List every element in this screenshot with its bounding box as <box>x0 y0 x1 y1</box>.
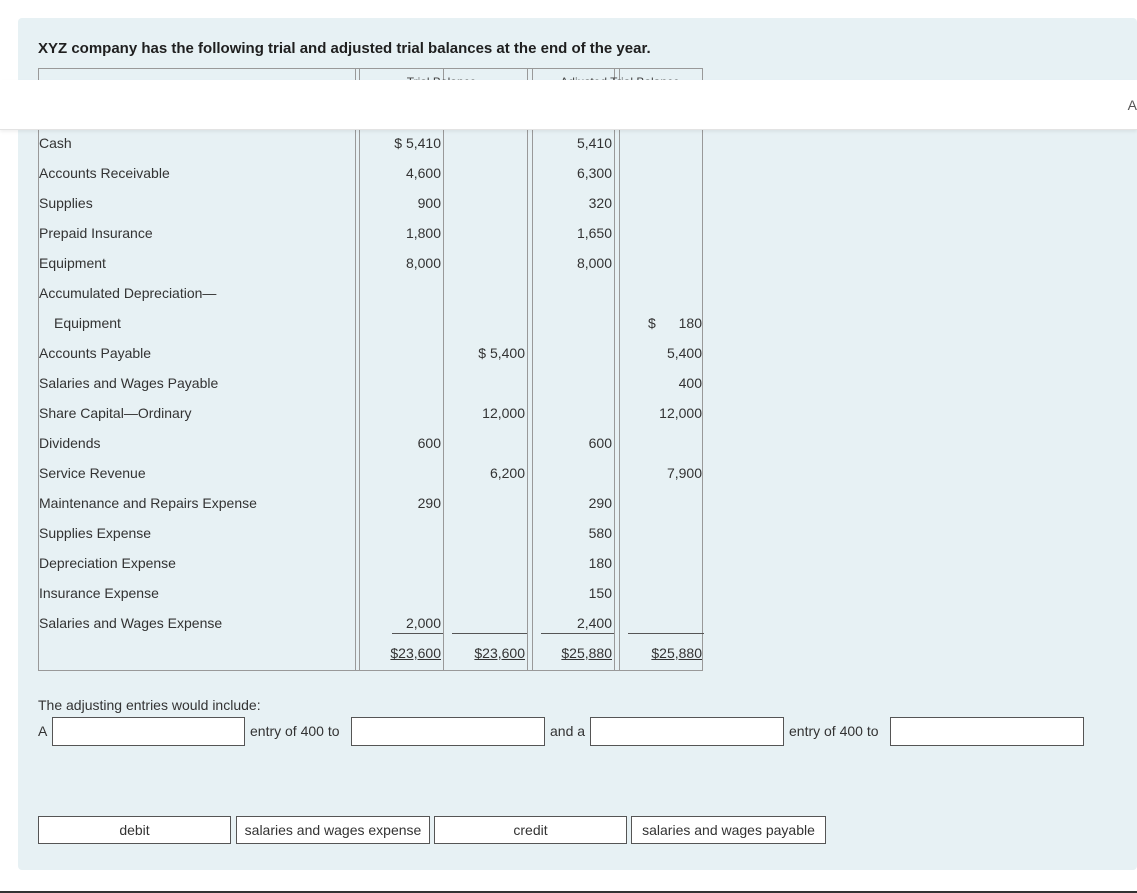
row-label <box>39 613 223 633</box>
adjusting-entries-prompt: The adjusting entries would include: <box>38 697 261 713</box>
row-label <box>39 283 216 303</box>
row-label-text: Supplies <box>39 195 93 211</box>
subtotal-rule <box>628 633 704 634</box>
col-divider <box>527 69 528 670</box>
row-label-text: Equipment <box>39 255 106 271</box>
row-label-text: Equipment <box>54 315 121 331</box>
cell-adjusted-credit: 400 <box>678 375 702 391</box>
total-trial-debit: $23,600 <box>390 645 441 661</box>
sentence-entry-to-2: entry of 400 to <box>789 723 879 739</box>
cell-trial-debit: 2,000 <box>405 615 441 631</box>
row-label-text: Maintenance and Repairs Expense <box>39 495 257 511</box>
row-label <box>39 193 94 213</box>
sentence-entry-to-1: entry of 400 to <box>250 723 340 739</box>
choice-salaries-and-wages-expense[interactable]: salaries and wages expense <box>236 816 430 844</box>
row-label <box>39 463 147 483</box>
cell-adjusted-debit: 600 <box>588 435 612 451</box>
cell-dollar-sign: $ <box>648 315 656 331</box>
blank-4-input[interactable] <box>890 717 1084 746</box>
row-label-text: Service Revenue <box>39 465 146 481</box>
row-label-text: Insurance Expense <box>39 585 159 601</box>
trial-balance-table <box>38 68 703 671</box>
overlay-glyph: A <box>1127 97 1137 113</box>
row-label <box>39 163 171 183</box>
row-label <box>39 403 193 423</box>
row-label <box>39 433 101 453</box>
row-label-text: Prepaid Insurance <box>39 225 153 241</box>
cell-adjusted-debit: 290 <box>588 495 612 511</box>
cell-trial-debit: $ 5,410 <box>394 135 441 151</box>
col-divider <box>532 69 533 670</box>
total-adjusted-debit: $25,880 <box>561 645 612 661</box>
blank-2-input[interactable] <box>351 717 545 746</box>
row-label <box>39 133 72 153</box>
subtotal-rule <box>392 633 443 634</box>
col-divider <box>443 69 444 670</box>
row-label <box>39 253 107 273</box>
choice-credit[interactable]: credit <box>434 816 627 844</box>
row-label-text: Share Capital—Ordinary <box>39 405 192 421</box>
row-label <box>39 523 152 543</box>
total-adjusted-credit: $25,880 <box>651 645 702 661</box>
cell-trial-debit: 4,600 <box>405 165 441 181</box>
cell-trial-debit: 600 <box>417 435 441 451</box>
cell-adjusted-debit: 2,400 <box>576 615 612 631</box>
row-label-text: Supplies Expense <box>39 525 152 541</box>
row-label-text: Accounts Payable <box>39 345 152 361</box>
cell-trial-credit: $ 5,400 <box>478 345 525 361</box>
row-label-text: Accounts Receivable <box>39 165 170 181</box>
cell-adjusted-debit: 6,300 <box>576 165 612 181</box>
row-label-text: Depreciation Expense <box>39 555 176 571</box>
cell-adjusted-debit: 580 <box>588 525 612 541</box>
overlay-bar <box>0 80 1137 130</box>
subtotal-rule <box>452 633 527 634</box>
row-label <box>39 313 122 333</box>
sentence-article: A <box>38 723 48 739</box>
row-label-text: Accumulated Depreciation— <box>39 285 217 301</box>
subtotal-rule <box>541 633 614 634</box>
cell-adjusted-credit: 180 <box>678 315 702 331</box>
row-label <box>39 343 152 363</box>
row-label <box>39 583 160 603</box>
col-divider <box>619 69 620 670</box>
blank-3-input[interactable] <box>590 717 784 746</box>
row-label <box>39 493 258 513</box>
row-label-text: Cash <box>39 135 72 151</box>
row-label-text: Salaries and Wages Payable <box>39 375 219 391</box>
cell-adjusted-credit: 5,400 <box>666 345 702 361</box>
col-divider <box>614 69 615 670</box>
row-label <box>39 373 219 393</box>
col-divider <box>355 69 356 670</box>
cell-trial-credit: 6,200 <box>489 465 525 481</box>
cell-adjusted-debit: 180 <box>588 555 612 571</box>
row-label-text: Salaries and Wages Expense <box>39 615 223 631</box>
cell-trial-debit: 290 <box>417 495 441 511</box>
question-text: XYZ company has the following trial and adjusted trial balances at the end of the year. <box>38 40 651 57</box>
cell-adjusted-debit: 5,410 <box>576 135 612 151</box>
row-label <box>39 553 177 573</box>
total-trial-credit: $23,600 <box>474 645 525 661</box>
cell-adjusted-debit: 150 <box>588 585 612 601</box>
blank-1-input[interactable] <box>52 717 245 746</box>
cell-adjusted-credit: 7,900 <box>666 465 702 481</box>
row-label-text: Dividends <box>39 435 101 451</box>
row-label <box>39 223 154 243</box>
cell-adjusted-debit: 320 <box>588 195 612 211</box>
cell-adjusted-credit: 12,000 <box>659 405 702 421</box>
choice-debit[interactable]: debit <box>38 816 231 844</box>
cell-adjusted-debit: 1,650 <box>576 225 612 241</box>
cell-trial-debit: 1,800 <box>405 225 441 241</box>
choice-salaries-and-wages-payable[interactable]: salaries and wages payable <box>631 816 826 844</box>
col-divider <box>359 69 360 670</box>
cell-adjusted-debit: 8,000 <box>576 255 612 271</box>
cell-trial-debit: 8,000 <box>405 255 441 271</box>
cell-trial-debit: 900 <box>417 195 441 211</box>
cell-trial-credit: 12,000 <box>482 405 525 421</box>
sentence-and-a: and a <box>550 723 586 739</box>
